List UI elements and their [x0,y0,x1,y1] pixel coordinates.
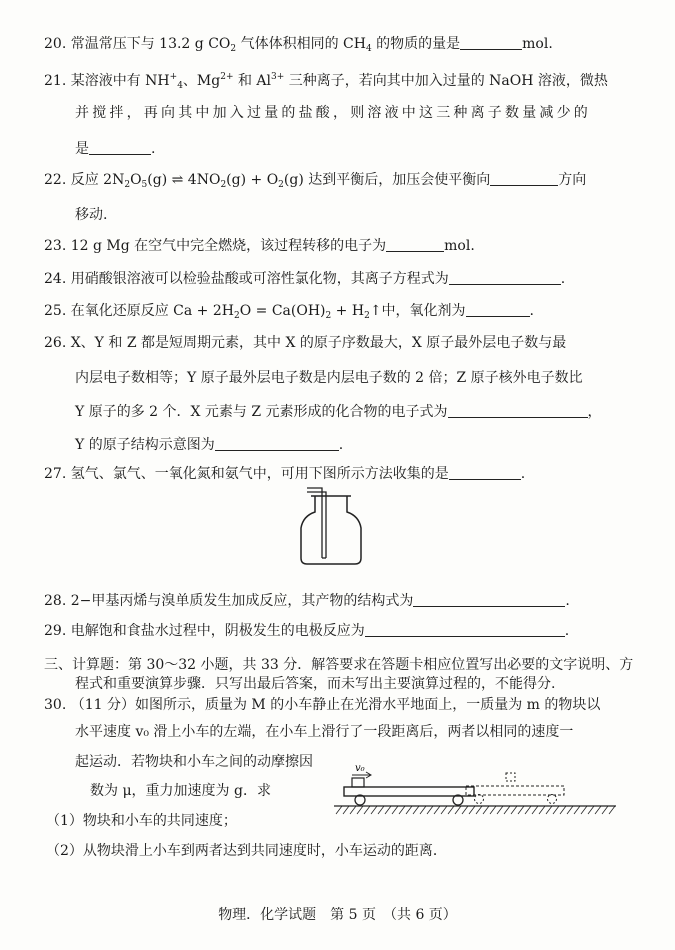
ground-hatch [385,806,391,814]
question-21-line2: 并搅拌，再向其中加入过量的盐酸，则溶液中这三种离子数量减少的 [75,105,591,121]
question-23: 23. 12 g Mg 在空气中完全燃烧，该过程转移的电子为 mol. [44,238,475,254]
question-26-line2: 内层电子数相等；Y 原子最外层电子数是内层电子数的 2 倍；Z 原子核外电子数比 [75,370,583,386]
ground-hatch [378,806,384,814]
question-30-line3: 起运动．若物块和小车之间的动摩擦因 [75,754,313,770]
ground-hatch [406,806,412,814]
ground-hatch [420,806,426,814]
ground-hatch [434,806,440,814]
section-3-heading: 三、计算题：第 30～32 小题，共 33 分．解答要求在答题卡相应位置写出必要的文字说明、方 [44,657,634,673]
answer-blank [386,237,444,252]
ground-hatch [532,806,538,814]
question-29: 29. 电解饱和食盐水过程中，阴极发生的电极反应为 . [44,623,570,639]
ground-hatch [574,806,580,814]
ground-hatch [476,806,482,814]
ground-hatch [490,806,496,814]
question-26-line3: Y 原子的多 2 个．X 元素与 Z 元素形成的化合物的电子式为 ， [75,404,602,420]
ground-hatch [462,806,468,814]
ground-hatch [455,806,461,814]
ground-hatch [504,806,510,814]
cart-block-figure [330,762,620,818]
ground-hatch [357,806,363,814]
ground-hatch [469,806,475,814]
ground-hatch [448,806,454,814]
question-28: 28. 2−甲基丙烯与溴单质发生加成反应，其产物的结构式为 . [44,593,570,609]
question-22: 22. 反应 $2N_2O_5(g)$ ⇌ $4NO_2(g) + O_2(g)$ 达到平衡后，加压会使平衡向 方向 [44,172,587,190]
answer-blank [449,270,561,285]
ground-hatch [364,806,370,814]
ground-hatch [602,806,608,814]
ground-hatch [336,806,342,814]
v0-label: v₀ [355,763,365,774]
ground-hatch [427,806,433,814]
ground-hatch [588,806,594,814]
ground-hatch [511,806,517,814]
question-30: 30. （11 分）如图所示，质量为 M 的小车静止在光滑水平地面上，一质量为 m 的物块以 [44,697,601,713]
ground-hatch [567,806,573,814]
question-30-line2: 水平速度 v₀ 滑上小车的左端，在小车上滑行了一段距离后，两者以相同的速度一 [75,724,574,740]
question-30-part2: （2）从物块滑上小车到两者达到共同速度时，小车运动的距离． [46,843,447,859]
question-22-line2: 移动. [75,207,108,223]
ground-hatch [546,806,552,814]
question-30-part1: （1）物块和小车的共同速度； [46,813,237,829]
question-25: 25. 在氧化还原反应 $Ca + 2H_2O = Ca(OH)_2$ + $H_2↑$中，氧化剂为 . [44,303,534,321]
answer-blank [466,302,530,317]
question-27: 27. 氢气、氯气、一氧化氮和氨气中，可用下图所示方法收集的是 . [44,466,526,482]
ground-hatch [518,806,524,814]
answer-blank [413,592,565,607]
answer-blank [215,436,339,451]
question-26: 26. X、Y 和 Z 都是短周期元素，其中 X 的原子序数最大，X 原子最外层电子数与最 [44,335,567,351]
ground-hatch [371,806,377,814]
ground-hatch [483,806,489,814]
ground-hatch [497,806,503,814]
answer-blank [460,35,522,50]
ground-hatch [525,806,531,814]
answer-blank [365,622,565,637]
question-21-line3: 是 . [75,141,156,157]
ground-hatch [350,806,356,814]
page-footer: 物理．化学试题 第 5 页 （共 6 页） [218,907,457,923]
question-20: 20. 常温常压下与 13.2 g $CO_2$ 气体体积相同的 $CH_4$ 的物质的量是 mol. [44,36,553,54]
answer-blank [448,403,588,418]
section-3-heading-line2: 程式和重要演算步骤．只写出最后答案，而未写出主要演算过程的，不能得分. [75,676,556,692]
ground-hatch [595,806,601,814]
answer-blank [89,140,151,155]
ground-hatch [539,806,545,814]
ground-hatch [441,806,447,814]
answer-blank [449,465,521,480]
ground-hatch [560,806,566,814]
ground-hatch [553,806,559,814]
question-21: 21. 某溶液中有 $NH^+_4$、$Mg^{2+}$ 和 $Al^{3+}$ 三种离子，若向其中加入过量的 NaOH 溶液，微热 [44,72,608,91]
ground-hatch [399,806,405,814]
question-30-line4: 数为 μ，重力加速度为 g．求 [90,783,271,799]
ground-hatch [609,806,615,814]
ground-hatch [413,806,419,814]
answer-blank [490,171,558,186]
ground-hatch [581,806,587,814]
question-26-line4: Y 的原子结构示意图为 . [75,437,344,453]
question-24: 24. 用硝酸银溶液可以检验盐酸或可溶性氯化物，其离子方程式为 . [44,271,566,287]
ground-hatch [392,806,398,814]
gas-collection-bottle-figure [295,486,375,566]
ground-hatch [343,806,349,814]
